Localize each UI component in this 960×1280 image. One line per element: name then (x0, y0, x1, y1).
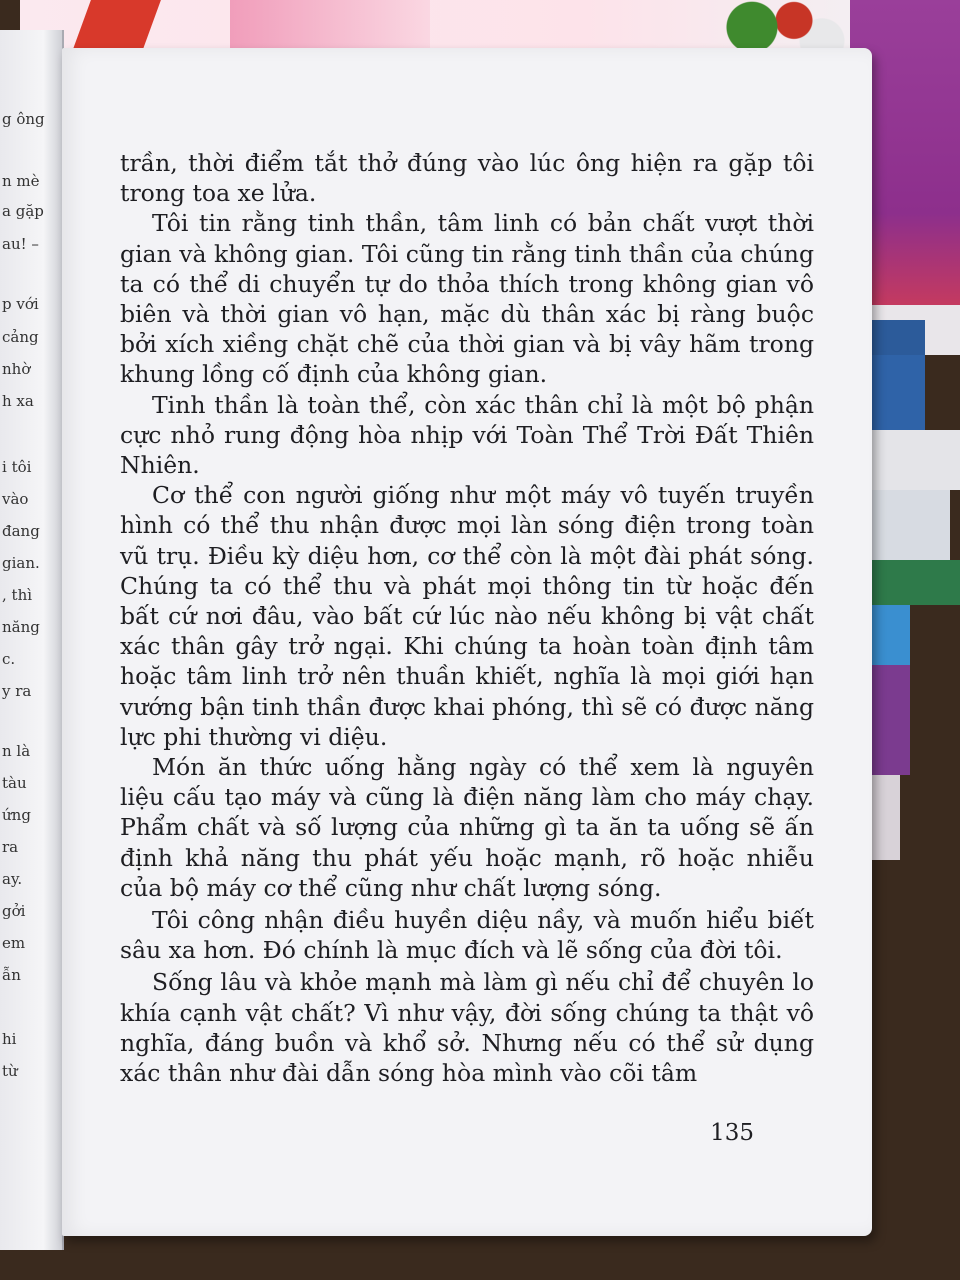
paragraph: trần, thời điểm tắt thở đúng vào lúc ông hiện ra gặp tôi trong toa xe lửa. (120, 149, 814, 208)
left-facing-page (0, 30, 64, 1250)
left-page-fragment: gian. (2, 554, 40, 572)
page-body-text (120, 148, 814, 1088)
background-book-spine (870, 775, 900, 860)
left-page-fragment: , thì (2, 586, 33, 604)
paragraph: Cơ thể con người giống như một máy vô tuyến truyền hình có thể thu nhận được mọi làn sóng điện trong toàn vũ trụ. Điều kỳ diệu hơn, cơ thể còn là một đài phát sóng. Chúng ta có thể thu và phát mọi thông tin từ hoặc đến bất cứ nơi đâu, vào bất cứ lúc nào nếu không bị vật chất xác thân gây trở ngại. Khi chúng ta hoàn toàn định tâm hoặc tâm linh trở nên thuần khiết, nghĩa là mọi giới hạn vướng bận tinh thần được khai phóng, thì sẽ có được năng lực phi thường vi diệu. (120, 481, 814, 751)
paragraph: Tôi công nhận điều huyền diệu nầy, và muốn hiểu biết sâu xa hơn. Đó chính là mục đích và lẽ sống của đời tôi. (120, 906, 814, 965)
left-page-fragment: ay. (2, 870, 23, 888)
left-page-fragment: n là (2, 742, 31, 760)
background-book-spine (865, 430, 960, 490)
left-page-fragment: p với (2, 295, 39, 313)
background-book-spine (865, 560, 960, 605)
left-page-fragment: gởi (2, 902, 26, 920)
left-page-fragment: i tôi (2, 458, 32, 476)
left-page-fragment: vào (2, 490, 29, 508)
paragraph: Sống lâu và khỏe mạnh mà làm gì nếu chỉ để chuyên lo khía cạnh vật chất? Vì như vậy, đời sống chúng ta thật vô nghĩa, đáng buồn và khổ sở. Nhưng nếu có thể sử dụng xác thân như đài dẫn sóng hòa mình vào cõi tâm (120, 968, 814, 1088)
background-book-spine (870, 490, 950, 560)
left-page-fragment: ứng (2, 806, 31, 824)
left-page-fragment: c. (2, 650, 16, 668)
book-page (62, 48, 872, 1236)
left-page-fragment: ẫn (2, 966, 21, 984)
left-page-fragment: nhờ (2, 360, 31, 378)
left-page-fragment: năng (2, 618, 40, 636)
background-book-spine (865, 355, 925, 430)
left-page-fragment: a gặp (2, 202, 44, 220)
left-page-fragment: cảng (2, 328, 39, 346)
left-page-fragment: ra (2, 838, 19, 856)
left-page-fragment: au! – (2, 235, 39, 253)
background-book-spine (865, 320, 925, 355)
left-page-fragment: từ (2, 1062, 18, 1080)
page-number: 135 (710, 1120, 754, 1146)
left-page-fragment: hi (2, 1030, 17, 1048)
paragraph: Tinh thần là toàn thể, còn xác thân chỉ là một bộ phận cực nhỏ rung động hòa nhịp với Toàn Thể Trời Đất Thiên Nhiên. (120, 390, 814, 480)
paragraph: Tôi tin rằng tinh thần, tâm linh có bản chất vượt thời gian và không gian. Tôi cũng tin rằng tinh thần của chúng ta có thể di chuyển tự do thỏa thích trong không gian vô biên và thời gian vô hạn, mặc dù thân xác bị ràng buộc bởi xích xiềng chặt chẽ của thời gian và bị vây hãm trong khung lồng cố định của không gian. (120, 209, 814, 389)
background-book-spine (870, 605, 910, 665)
left-page-fragment: y ra (2, 682, 32, 700)
left-page-fragment: tàu (2, 774, 27, 792)
left-page-fragment: g ông (2, 110, 45, 128)
paragraph: Món ăn thức uống hằng ngày có thể xem là nguyên liệu cấu tạo máy và cũng là điện năng làm cho máy chạy. Phẩm chất và số lượng của những gì ta ăn ta uống sẽ ấn định khả năng thu phát yếu hoặc mạnh, rõ hoặc nhiễu của bộ máy cơ thể cũng như chất lượng sóng. (120, 753, 814, 902)
left-page-fragment: đang (2, 522, 40, 540)
background-book-spine (870, 665, 910, 775)
left-page-fragment: h xa (2, 392, 34, 410)
left-page-fragment: em (2, 934, 26, 952)
left-page-fragment: n mè (2, 172, 40, 190)
